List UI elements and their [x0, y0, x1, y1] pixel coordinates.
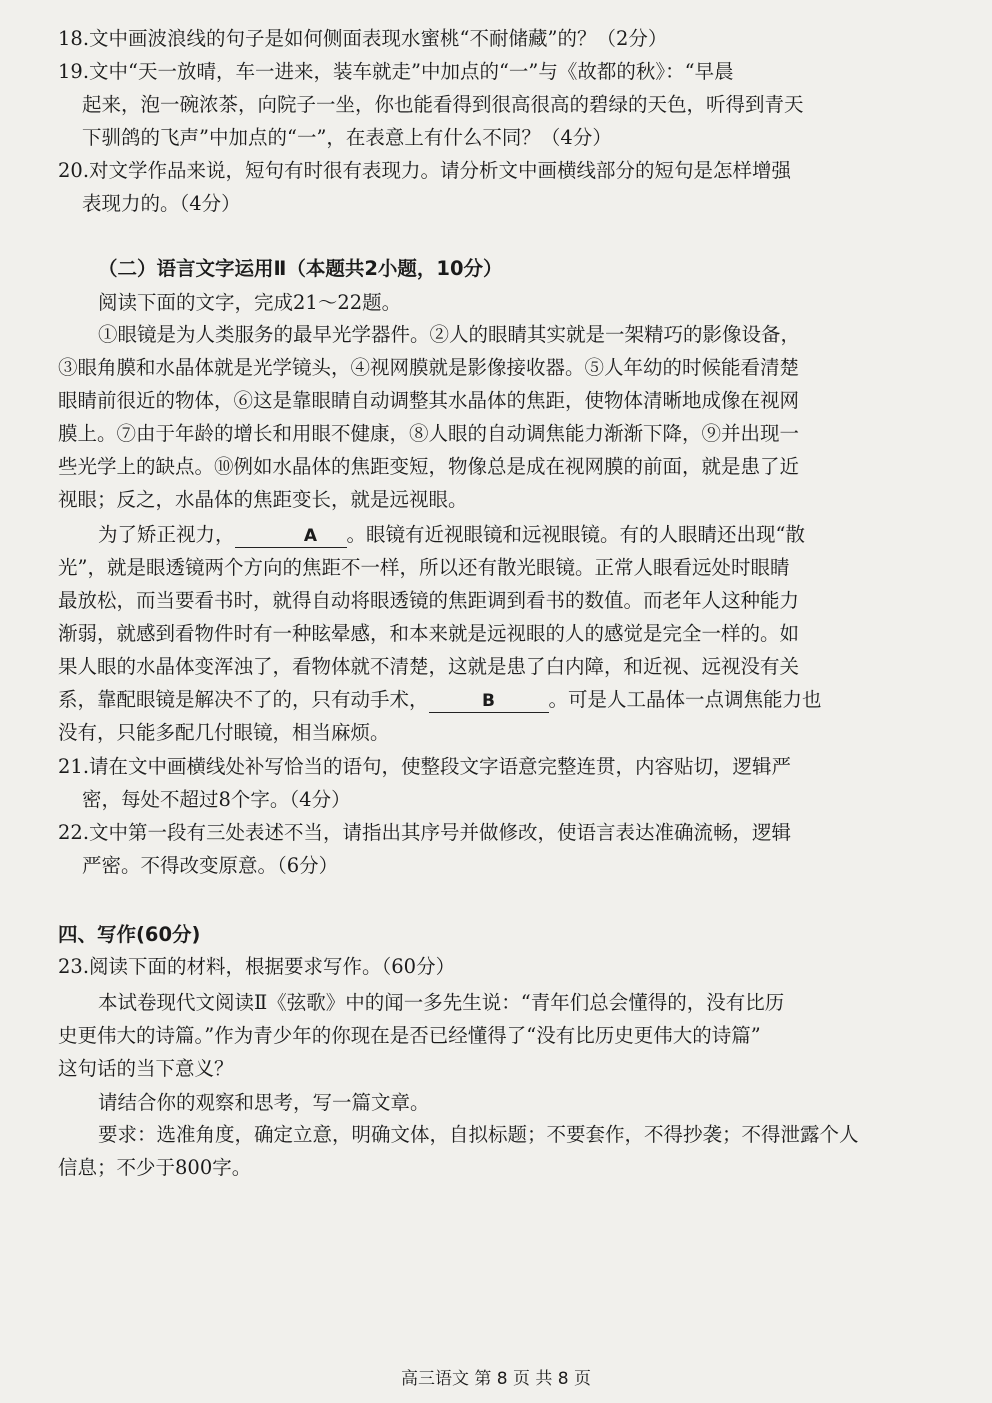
passage-line: 没有，只能多配几付眼镜，相当麻烦。	[58, 721, 390, 744]
passage-line: ③眼角膜和水晶体就是光学镜头，④视网膜就是影像接收器。⑤人年幼的时候能看清楚	[58, 356, 800, 379]
question-text-cont: 下驯鸽的飞声”中加点的“一”，在表意上有什么不同？（4分）	[82, 126, 612, 149]
question-text: 22.文中第一段有三处表述不当，请指出其序号并做修改，使语言表达准确流畅，逻辑	[58, 821, 792, 844]
blank-a[interactable]: A	[235, 525, 347, 548]
questions-top	[58, 22, 938, 220]
question-text: 21.请在文中画横线处补写恰当的语句，使整段文字语意完整连贯，内容贴切，逻辑严	[58, 755, 792, 778]
passage-line: 系，靠配眼镜是解决不了的，只有动手术， B 。可是人工晶体一点调焦能力也	[58, 688, 822, 711]
passage-line: 为了矫正视力， A 。眼镜有近视眼镜和远视眼镜。有的人眼睛还出现“散	[98, 523, 805, 546]
question-text-cont: 密，每处不超过8个字。（4分）	[82, 788, 351, 811]
question-text: 19.文中“天一放晴，车一进来，装车就走”中加点的“一”与《故都的秋》：“早晨	[58, 60, 734, 83]
question-21	[58, 750, 938, 816]
question-20	[58, 154, 938, 220]
question-text: 18.文中画波浪线的句子是如何侧面表现水蜜桃“不耐储藏”的？（2分）	[58, 27, 668, 50]
question-18	[58, 22, 938, 55]
prompt-line: 请结合你的观察和思考，写一篇文章。	[98, 1091, 430, 1114]
passage-line: ①眼镜是为人类服务的最早光学器件。②人的眼睛其实就是一架精巧的影像设备，	[98, 323, 801, 346]
passage-line: 果人眼的水晶体变浑浊了，看物体就不清楚，这就是患了白内障，和近视、远视没有关	[58, 655, 800, 678]
passage-line: 眼睛前很近的物体，⑥这是靠眼睛自动调整其水晶体的焦距，使物体清晰地成像在视网	[58, 389, 800, 412]
reading-intro: 阅读下面的文字，完成21～22题。	[98, 291, 402, 314]
material-line: 这句话的当下意义？	[58, 1057, 234, 1080]
passage-paragraph-1	[58, 318, 938, 516]
passage-line: 最放松，而当要看书时，就得自动将眼透镜的焦距调到看书的数值。而老年人这种能力	[58, 589, 800, 612]
writing-material	[58, 986, 938, 1085]
passage-line: 光”，就是眼透镜两个方向的焦距不一样，所以还有散光眼镜。正常人眼看远处时眼睛	[58, 556, 790, 579]
question-text-cont: 严密。不得改变原意。（6分）	[82, 854, 339, 877]
question-19	[58, 55, 938, 154]
passage-line: 膜上。⑦由于年龄的增长和用眼不健康，⑧人眼的自动调焦能力渐渐下降，⑨并出现一	[58, 422, 800, 445]
question-text: 20.对文学作品来说，短句有时很有表现力。请分析文中画横线部分的短句是怎样增强	[58, 159, 792, 182]
material-line: 本试卷现代文阅读Ⅱ《弦歌》中的闻一多先生说：“青年们总会懂得的，没有比历	[98, 991, 785, 1014]
requirement-line: 信息；不少于800字。	[58, 1156, 252, 1179]
question-text-cont: 表现力的。（4分）	[82, 192, 241, 215]
passage-line: 渐弱，就感到看物件时有一种眩晕感，和本来就是远视眼的人的感觉是完全一样的。如	[58, 622, 800, 645]
section-heading: （二）语言文字运用Ⅱ（本题共2小题，10分）	[98, 257, 503, 280]
requirement-line: 要求：选准角度，确定立意，明确文体，自拟标题；不要套作，不得抄袭；不得泄露个人	[98, 1123, 859, 1146]
passage-line: 些光学上的缺点。⑩例如水晶体的焦距变短，物像总是成在视网膜的前面，就是患了近	[58, 455, 800, 478]
passage-paragraph-2	[58, 518, 938, 749]
passage-line: 视眼；反之，水晶体的焦距变长，就是远视眼。	[58, 488, 468, 511]
page-footer: 高三语文 第 8 页 共 8 页	[400, 1369, 592, 1389]
questions-21-22	[58, 750, 938, 882]
question-22	[58, 816, 938, 882]
material-line: 史更伟大的诗篇。”作为青少年的你现在是否已经懂得了“没有比历史更伟大的诗篇”	[58, 1024, 761, 1047]
question-text-cont: 起来，泡一碗浓茶，向院子一坐，你也能看得到很高很高的碧绿的天色，听得到青天	[82, 93, 804, 116]
writing-prompt	[58, 1086, 938, 1119]
writing-requirements	[58, 1118, 938, 1184]
question-23: 23.阅读下面的材料，根据要求写作。（60分）	[58, 955, 456, 978]
blank-b[interactable]: B	[429, 690, 549, 713]
section-heading-writing: 四、写作(60分)	[58, 923, 201, 946]
